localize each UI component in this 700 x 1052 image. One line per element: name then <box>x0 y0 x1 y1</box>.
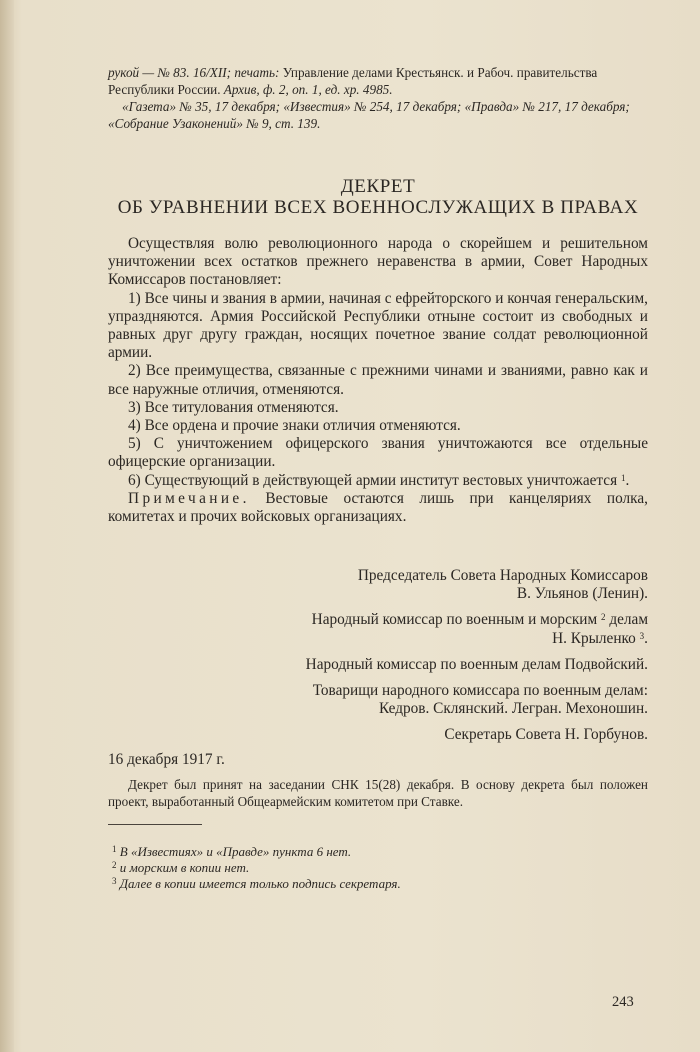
footnote-ref-3: 3 <box>639 630 645 641</box>
editorial-note <box>108 776 648 810</box>
decree-body <box>108 233 648 526</box>
decree-point-5: 5) С уничтожением офицерского звания уничтожаются все отдельные офицерские организации. <box>108 435 648 471</box>
footnote-ref-1: 1 <box>620 472 626 483</box>
editorial-note-text: Декрет был принят на заседании СНК 15(28) декабря. В основу декрета был положен проект, выработанный Общеармейским комитетом при Ставке. <box>108 777 648 809</box>
footnote-ref-2: 2 <box>601 612 606 623</box>
footnote-2: $^2$ и морским в копии нет. <box>112 860 250 875</box>
source-line-publications: «Газета» № 35, 17 декабря; «Известия» № 254, 17 декабря; «Правда» № 217, 17 декабря; «Собрание Узаконений» № 9, ст. 139. <box>108 99 630 131</box>
decree-point-4: 4) Все ордена и прочие знаки отличия отменяются. <box>128 417 461 435</box>
chair-title: Председатель Совета Народных Комиссаров <box>357 567 648 584</box>
archival-source-note <box>108 64 648 132</box>
title-line-2: ОБ УРАВНЕНИИ ВСЕХ ВОЕННОСЛУЖАЩИХ В ПРАВАХ <box>117 197 639 218</box>
decree-title <box>108 176 648 218</box>
decree-point-1: 1) Все чины и звания в армии, начиная с ефрейторского и кончая генеральским, упраздняются. Армия Российской Республики отныне состоит из свободных и равных друг другу граждан, носящих почетное звание солдат революционной армии. <box>108 289 648 362</box>
source-line-archive: рукой — № 83. 16/XII; печать: Управление делами Крестьянск. и Рабоч. правительства Республики России. Архив, ф. 2, оп. 1, ед. хр. 4985. <box>108 65 598 97</box>
decree-point-3: 3) Все титулования отменяются. <box>128 398 339 416</box>
decree-intro: Осуществляя волю революционного народа о скорейшем и решительном уничтожении всех остатков прежнего неравенства в армии, Совет Народных Комиссаров постановляет: <box>108 235 648 289</box>
decree-remark: Примечание. Вестовые остаются лишь при канцеляриях полка, комитетах и прочих войсковых организациях. <box>108 489 648 526</box>
title-line-1: ДЕКРЕТ <box>340 176 416 197</box>
naval-commissar-name: Н. Крыленко $^3$. <box>552 629 648 647</box>
footnote-1: $^1$ В «Известиях» и «Правде» пункта 6 нет. <box>112 844 352 859</box>
naval-commissar-title: Народный комиссар по военным и морским $^2$ делам <box>311 611 648 629</box>
decree-point-2: 2) Все преимущества, связанные с прежними чинами и званиями, равно как и все наружные отличия, отменяются. <box>108 362 648 398</box>
military-commissar: Народный комиссар по военным делам Подвойский. <box>305 655 648 673</box>
signatures <box>108 567 648 769</box>
decree-point-6: 6) Существующий в действующей армии институт вестовых уничтожается $^1$. <box>128 471 630 489</box>
footnote-3: $^3$ Далее в копии имеется только подпись секретаря. <box>112 876 401 891</box>
footnote-divider <box>108 824 202 825</box>
decree-date: 16 декабря 1917 г. <box>108 750 225 768</box>
page-number: 243 <box>612 994 634 1010</box>
secretary-signature: Секретарь Совета Н. Горбунов. <box>444 726 648 744</box>
remark-label: Примечание. <box>128 489 250 507</box>
deputies-title: Товарищи народного комиссара по военным делам: <box>312 682 648 700</box>
chair-name: В. Ульянов (Ленин). <box>516 585 648 603</box>
deputies-names: Кедров. Склянский. Легран. Мехоношин. <box>378 700 648 718</box>
footnotes <box>108 844 648 892</box>
book-spine-shadow <box>0 0 14 1052</box>
